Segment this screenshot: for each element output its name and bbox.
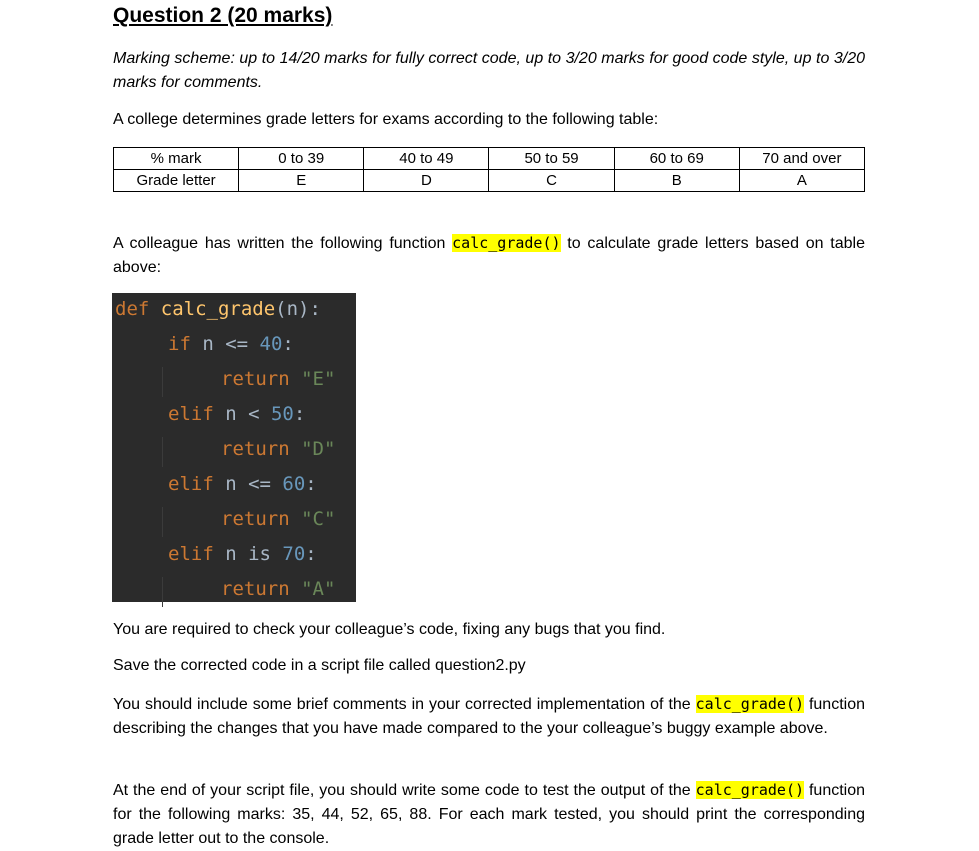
- code-token: return: [221, 578, 302, 600]
- function-name-highlight: calc_grade(): [695, 695, 805, 713]
- code-line: [221, 505, 335, 540]
- code-line: [115, 295, 321, 330]
- instruction-save: Save the corrected code in a script file called question2.py: [113, 657, 526, 674]
- code-line: [168, 470, 317, 505]
- instruction-check: You are required to check your colleague’s code, fixing any bugs that you find.: [113, 621, 666, 638]
- code-token: n <=: [202, 333, 260, 355]
- code-token: n <=: [225, 473, 283, 495]
- intro-text: A college determines grade letters for exams according to the following table:: [113, 111, 659, 128]
- code-token: return: [221, 508, 302, 530]
- table-cell: 40 to 49: [364, 148, 489, 170]
- table-cell: C: [489, 170, 614, 192]
- code-line: [168, 540, 317, 575]
- table-cell: 0 to 39: [239, 148, 364, 170]
- question-title: Question 2 (20 marks): [113, 4, 333, 27]
- code-token: "C": [301, 508, 336, 530]
- text: function for the following marks: 35, 44, 52, 65, 88. For each mark tested, you should print the corresponding grade letter out to the console.: [113, 782, 866, 847]
- code-token: (n):: [275, 298, 321, 320]
- table-row: [114, 148, 865, 170]
- indent-guide: [162, 577, 163, 607]
- text: function describing the changes that you have made compared to the your colleague’s buggy example above.: [113, 696, 866, 737]
- table-cell: % mark: [114, 148, 239, 170]
- code-token: n <: [225, 403, 271, 425]
- code-line: [168, 400, 305, 435]
- code-line: [168, 330, 294, 365]
- code-token: "D": [301, 438, 336, 460]
- instruction-comments: [113, 692, 865, 741]
- code-token: elif: [168, 473, 226, 495]
- table-row: [114, 170, 865, 192]
- code-token: 40: [259, 333, 283, 355]
- indent-guide: [162, 507, 163, 537]
- table-cell: Grade letter: [114, 170, 239, 192]
- code-line: [221, 575, 335, 610]
- table-cell: A: [739, 170, 864, 192]
- code-token: :: [293, 403, 306, 425]
- colleague-text: [113, 231, 865, 280]
- text: to calculate grade letters based on table above:: [113, 235, 866, 276]
- table-cell: B: [614, 170, 739, 192]
- code-line: [221, 435, 335, 470]
- code-token: if: [168, 333, 203, 355]
- table-cell: E: [239, 170, 364, 192]
- function-name-highlight: calc_grade(): [695, 781, 805, 799]
- text: At the end of your script file, you should write some code to test the output of the: [113, 782, 696, 799]
- grade-table: [113, 147, 865, 192]
- code-token: 50: [270, 403, 294, 425]
- table-cell: 70 and over: [739, 148, 864, 170]
- instruction-test: [113, 778, 865, 851]
- code-token: :: [305, 543, 317, 565]
- code-token: calc_grade: [160, 298, 276, 320]
- code-token: elif: [168, 543, 226, 565]
- indent-guide: [162, 367, 163, 397]
- text: A colleague has written the following function: [113, 235, 453, 252]
- code-token: "A": [301, 578, 336, 600]
- code-token: "E": [301, 368, 336, 390]
- code-token: def: [115, 298, 161, 320]
- indent-guide: [162, 437, 163, 467]
- code-token: 60: [282, 473, 306, 495]
- code-token: return: [221, 368, 302, 390]
- code-token: :: [282, 333, 294, 355]
- code-block: [112, 293, 356, 602]
- table-cell: 60 to 69: [614, 148, 739, 170]
- table-cell: 50 to 59: [489, 148, 614, 170]
- text: You should include some brief comments in your corrected implementation of the: [113, 696, 696, 713]
- table-cell: D: [364, 170, 489, 192]
- code-token: return: [221, 438, 302, 460]
- function-name-highlight: calc_grade(): [452, 234, 561, 252]
- code-token: 70: [282, 543, 306, 565]
- code-token: n is: [225, 543, 283, 565]
- code-line: [221, 365, 335, 400]
- code-token: elif: [168, 403, 226, 425]
- code-token: :: [305, 473, 317, 495]
- marking-scheme: Marking scheme: up to 14/20 marks for fully correct code, up to 3/20 marks for good code style, up to 3/20 marks for comments.: [113, 50, 865, 91]
